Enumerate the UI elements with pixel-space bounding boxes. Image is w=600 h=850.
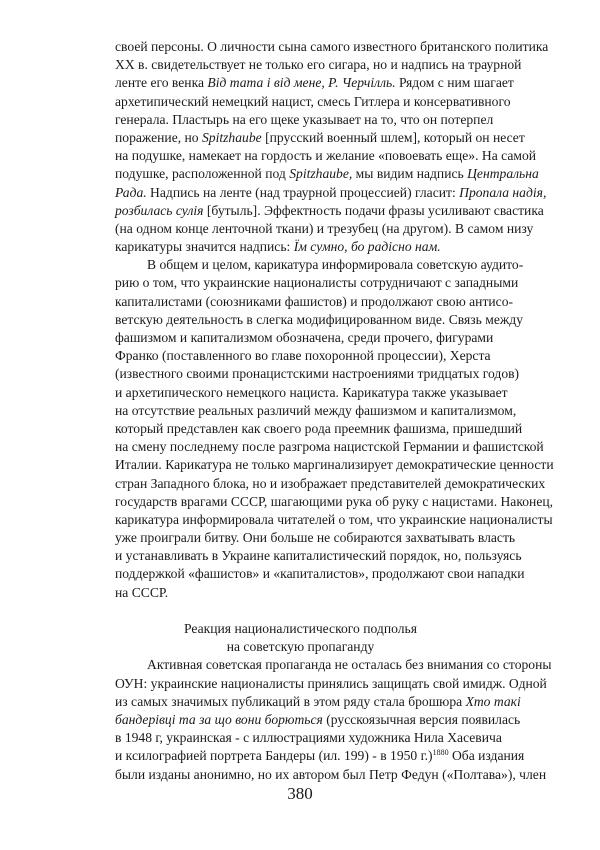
text-run: [бутыль]. Эффектность подачи фразы усиливают свастика <box>203 202 544 218</box>
section-heading-line-1: Реакция националистического подполья <box>184 621 417 636</box>
text-line <box>115 56 522 74</box>
italic-run: Пропала надія, <box>459 184 547 200</box>
paragraph-1 <box>115 38 549 256</box>
text-line <box>115 656 552 674</box>
text-run: были изданы анонимно, но их автором был Петр Федун («Полтава»), член <box>115 766 547 782</box>
text-line <box>115 311 523 329</box>
text-line <box>115 347 491 365</box>
text-run: и архетипического немецкого нациста. Карикатура также указывает <box>115 384 508 400</box>
text-run: стран Западного блока, но и изображает представителей демократических <box>115 475 546 491</box>
text-line <box>115 256 524 274</box>
text-run: В общем и целом, карикатура информировала советскую аудито- <box>147 257 524 273</box>
text-line <box>115 438 544 456</box>
italic-run: Рада. <box>115 184 147 200</box>
text-run: поддержкой «фашистов» и «капиталистов», продолжают свои нападки <box>115 566 525 582</box>
page-number: 380 <box>287 784 313 803</box>
text-run: на подушке, намекает на гордость и желание «повоевать еще». На самой <box>115 148 537 164</box>
paragraph-3 <box>115 656 552 783</box>
text-line <box>115 93 511 111</box>
text-run: ОУН: украинские националисты принялись защищать свой имидж. Одной <box>115 675 547 691</box>
text-run: подушке, расположенной под <box>115 166 290 182</box>
text-line <box>115 184 547 202</box>
text-run: капиталистами (союзниками фашистов) и продолжают свою антисо- <box>115 293 514 309</box>
text-run: архетипический немецкий нацист, смесь Гитлера и консервативного <box>115 93 511 109</box>
text-run: генерала. Пластырь на его щеке указывает на то, что он потерпел <box>115 111 494 127</box>
section-heading-line-2: на советскую пропаганду <box>226 639 375 655</box>
text-run: Рядом с ним шагает <box>395 75 514 91</box>
text-run: Надпись на ленте (над траурной процессией) гласит: <box>146 184 460 200</box>
text-run: Франко (поставленного во главе похоронной процессии), Херста <box>115 348 491 364</box>
text-run: на смену последнему после разгрома нацистской Германии и фашистской <box>115 439 544 455</box>
text-line <box>115 456 554 474</box>
paragraph-2 <box>115 256 554 602</box>
text-line <box>115 238 486 256</box>
text-run: который представлен как своего рода преемник фашизма, пришедший <box>115 420 523 436</box>
text-run: и устанавливать в Украине капиталистический порядок, но, пользуясь <box>115 548 522 564</box>
text-run: Италии. Карикатура не только маргинализирует демократические ценности <box>115 457 554 473</box>
text-line <box>115 111 494 129</box>
text-run: (известного своими пронацистскими настроениями тридцатых годов) <box>115 366 520 382</box>
text-line <box>115 38 549 56</box>
italic-run: Їм сумно, бо радісно нам. <box>293 239 441 255</box>
italic-run: Центральна <box>467 166 539 182</box>
page-body <box>115 38 554 784</box>
text-line <box>115 329 494 347</box>
footnote-marker: 1880 <box>432 748 449 758</box>
text-line <box>115 384 508 402</box>
text-line <box>115 475 546 493</box>
text-run: своей персоны. О личности сына самого известного британского политика <box>115 39 549 54</box>
text-run: рию о том, что украинские националисты сотрудничают с западными <box>115 275 519 291</box>
text-line <box>115 675 547 693</box>
text-line <box>115 766 547 784</box>
text-run: ветскую деятельность в слегка модифицированном виде. Связь между <box>115 311 523 327</box>
text-line <box>115 402 517 420</box>
text-line <box>115 129 525 147</box>
text-run: карикатуры значится надпись: <box>115 239 294 255</box>
text-run: и ксилографией портрета Бандеры (ил. 199) - в 1950 г.) <box>115 748 433 764</box>
text-line <box>115 529 516 547</box>
italic-run: Spitzhaube <box>202 129 262 145</box>
text-line <box>115 165 539 183</box>
text-line <box>115 729 502 747</box>
text-run: XX в. свидетельствует не только его сигара, но и надпись на траурной <box>115 57 522 73</box>
text-run: поражение, но <box>115 129 202 145</box>
text-line <box>115 293 514 311</box>
text-run: (русскоязычная версия появилась <box>322 711 521 727</box>
text-run: государств врагами СССР, шагающими рука об руку с нацистами. Наконец, <box>115 493 554 509</box>
text-run: [прусский военный шлем], который он несет <box>261 129 525 145</box>
text-run: на отсутствие реальных различий между фашизмом и капитализмом, <box>115 402 517 418</box>
text-run: фашизмом и капитализмом обозначена, среди прочего, фигурами <box>115 330 494 345</box>
text-line <box>115 547 522 565</box>
italic-run: Spitzhaube, <box>289 166 353 182</box>
text-line <box>115 747 525 765</box>
text-run: Активная советская пропаганда не осталась без внимания со стороны <box>147 657 552 673</box>
text-run: уже проиграли битву. Они больше не собираются захватывать власть <box>115 530 516 546</box>
text-line <box>115 511 553 529</box>
text-run: карикатура информировала читателей о том, что украинские националисты <box>115 511 553 527</box>
text-line <box>115 693 521 711</box>
blank-line <box>115 602 486 620</box>
text-run: из самых значимых публикаций в этом ряду стала брошюра <box>115 693 466 709</box>
text-line <box>115 274 519 292</box>
text-run: (на одном конце ленточной ткани) и трезубец (на другом). В самом низу <box>115 220 534 236</box>
italic-run: розбилась сулія <box>115 202 204 218</box>
text-line <box>115 365 520 383</box>
text-line <box>115 711 521 729</box>
text-line <box>115 565 525 583</box>
italic-run: бандерівці та за що вони борються <box>115 711 323 727</box>
text-run: мы видим надпись <box>352 166 468 182</box>
text-line <box>115 220 534 238</box>
text-line <box>115 147 537 165</box>
italic-run: Хто такі <box>465 693 521 709</box>
text-run: Оба издания <box>448 748 525 764</box>
text-run: ленте его венка <box>115 75 208 91</box>
text-line <box>115 584 486 602</box>
text-line <box>115 493 554 511</box>
text-line <box>115 74 514 92</box>
text-run: на СССР. <box>115 584 169 600</box>
text-run: в 1948 г, украинская - с иллюстрациями художника Нила Хасевича <box>115 730 502 746</box>
text-line <box>115 420 523 438</box>
text-line <box>115 202 544 220</box>
italic-run: Від тата і від мене, Р. Черчілль. <box>207 75 396 91</box>
